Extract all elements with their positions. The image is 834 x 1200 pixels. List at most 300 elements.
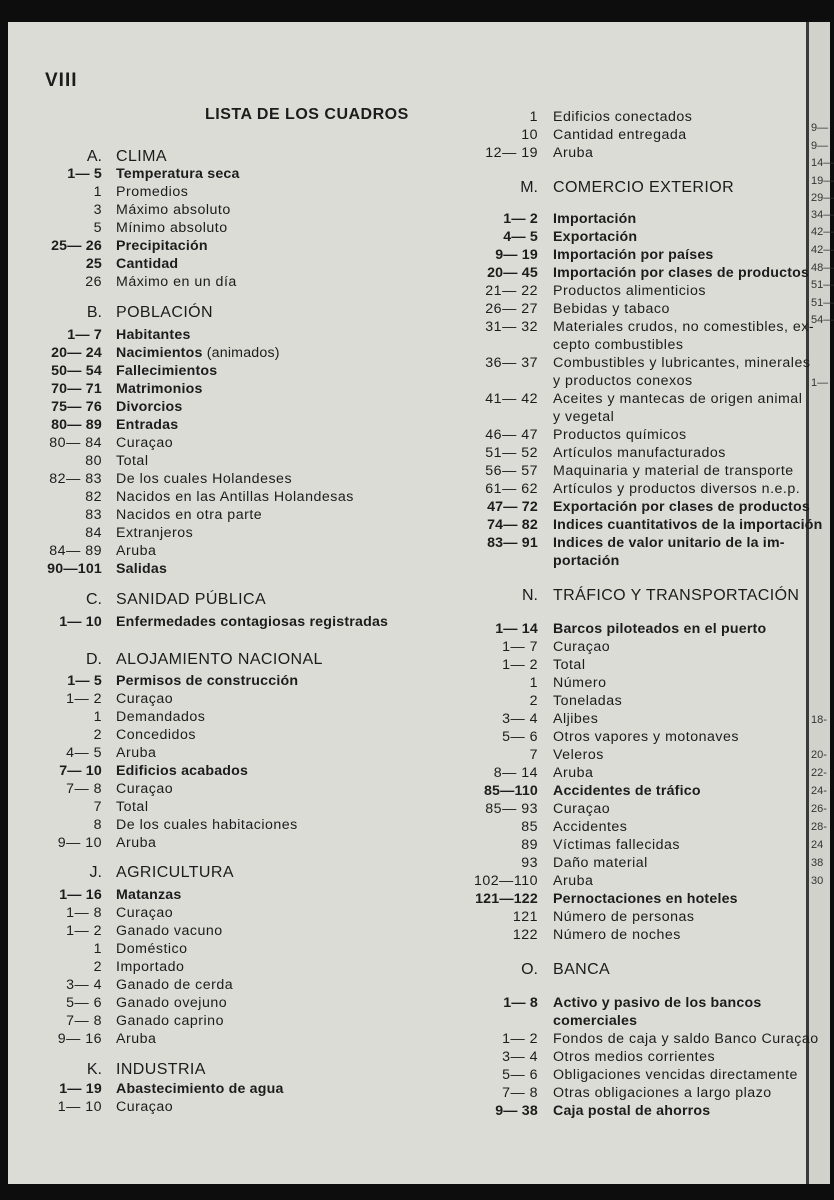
page-title: LISTA DE LOS CUADROS xyxy=(205,106,409,123)
table-title xyxy=(116,201,446,219)
table-entry xyxy=(36,1030,446,1048)
table-title-text: Matanzas xyxy=(116,887,182,903)
entry-list xyxy=(460,620,806,944)
table-title-text: Ganado de cerda xyxy=(116,977,234,993)
table-title xyxy=(116,940,446,958)
table-number-range: 2 xyxy=(529,693,538,709)
table-title-text: Precipitación xyxy=(116,238,208,254)
table-title-text: Fondos de caja y saldo Banco Curaçao xyxy=(553,1031,819,1047)
section-title: INDUSTRIA xyxy=(116,1061,206,1078)
table-title-text: Abastecimiento de agua xyxy=(116,1081,284,1097)
table-entry xyxy=(460,1030,819,1048)
adjacent-page-fragment: 34— xyxy=(811,209,834,221)
table-entry xyxy=(36,726,446,744)
table-entry xyxy=(460,354,811,372)
table-title-text: Otros vapores y motonaves xyxy=(553,729,739,745)
section-title: AGRICULTURA xyxy=(116,864,234,881)
table-entry xyxy=(36,613,446,631)
table-number-range: 80— 84 xyxy=(49,435,102,451)
table-entry xyxy=(36,380,446,398)
table-title xyxy=(116,165,446,183)
table-title xyxy=(553,926,806,944)
table-title xyxy=(553,480,806,498)
table-title xyxy=(553,282,806,300)
table-number-range: 4— 5 xyxy=(503,229,538,245)
table-number-range: 83— 91 xyxy=(487,535,538,551)
table-entry xyxy=(36,798,446,816)
table-title xyxy=(116,219,446,237)
adjacent-page-fragment: 24 xyxy=(811,839,824,851)
table-title xyxy=(553,498,810,516)
table-number-range: 25— 26 xyxy=(51,238,102,254)
table-title xyxy=(553,210,806,228)
table-entry xyxy=(36,560,446,578)
table-number-range: 1— 2 xyxy=(66,691,102,707)
table-entry xyxy=(460,854,806,872)
section-title: SANIDAD PÚBLICA xyxy=(116,591,267,608)
table-title-text: Nacimientos xyxy=(116,345,203,361)
adjacent-page-fragment: 54— xyxy=(811,314,834,326)
table-number-range: 31— 32 xyxy=(485,319,538,335)
table-title xyxy=(553,390,806,408)
table-number-range: 80— 89 xyxy=(51,417,102,433)
table-title xyxy=(553,144,806,162)
table-entry xyxy=(460,994,806,1012)
table-entry xyxy=(36,470,446,488)
table-title-text: Barcos piloteados en el puerto xyxy=(553,621,767,637)
table-entry xyxy=(460,108,806,126)
section-title: BANCA xyxy=(553,961,611,978)
table-title xyxy=(116,1012,446,1030)
table-title-text: Mínimo absoluto xyxy=(116,220,228,236)
table-title-text: Máximo en un día xyxy=(116,274,237,290)
table-number-range: 1— 19 xyxy=(59,1081,102,1097)
table-title-text: Máximo absoluto xyxy=(116,202,231,218)
entry-list xyxy=(36,165,446,291)
table-number-range: 5— 6 xyxy=(502,1067,538,1083)
section-header xyxy=(36,302,446,324)
table-title xyxy=(116,798,446,816)
table-entry xyxy=(460,674,806,692)
table-title xyxy=(553,426,806,444)
table-number-range: 82— 83 xyxy=(49,471,102,487)
table-entry xyxy=(460,480,806,498)
table-title-text: Entradas xyxy=(116,417,179,433)
adjacent-page-fragment: 42— xyxy=(811,226,834,238)
table-title-text: y productos conexos xyxy=(553,373,693,389)
table-title-text: Concedidos xyxy=(116,727,196,743)
table-title xyxy=(116,976,446,994)
table-title-text: portación xyxy=(553,553,620,569)
table-number-range: 7— 10 xyxy=(59,763,102,779)
adjacent-page-fragment: 22- xyxy=(811,767,827,779)
section-title: ALOJAMIENTO NACIONAL xyxy=(116,651,323,668)
table-entry xyxy=(36,994,446,1012)
table-number-range: 36— 37 xyxy=(485,355,538,371)
table-number-range: 1 xyxy=(529,109,538,125)
table-title xyxy=(553,782,806,800)
table-number-range: 1— 7 xyxy=(67,327,102,343)
table-entry xyxy=(36,834,446,852)
table-entry xyxy=(36,744,446,762)
table-title-text: Divorcios xyxy=(116,399,183,415)
table-title xyxy=(553,710,806,728)
table-number-range: 1— 14 xyxy=(495,621,538,637)
table-title-text: Productos químicos xyxy=(553,427,687,443)
table-title xyxy=(116,1080,446,1098)
table-entry xyxy=(36,690,446,708)
table-number-range: 1 xyxy=(93,184,102,200)
adjacent-page-fragment: 9— xyxy=(811,140,829,152)
table-title xyxy=(553,1012,806,1030)
table-entry xyxy=(36,886,446,904)
table-number-range: 1 xyxy=(93,709,102,725)
table-title xyxy=(553,462,806,480)
table-number-range: 85— 93 xyxy=(485,801,538,817)
adjacent-page-fragment: 29— xyxy=(811,192,834,204)
table-entry xyxy=(36,904,446,922)
table-number-range: 21— 22 xyxy=(485,283,538,299)
table-entry xyxy=(460,890,806,908)
table-entry xyxy=(460,228,806,246)
table-entry xyxy=(460,872,806,890)
table-title xyxy=(553,108,806,126)
table-number-range: 1 xyxy=(93,941,102,957)
table-entry xyxy=(460,264,810,282)
section-letter: M. xyxy=(520,179,538,196)
table-number-range: 1— 10 xyxy=(57,1099,102,1115)
table-title-text: Edificios acabados xyxy=(116,763,249,779)
table-entry xyxy=(36,165,446,183)
table-entry xyxy=(36,452,446,470)
table-title xyxy=(553,264,810,282)
table-title xyxy=(116,362,446,380)
table-title-text: Productos alimenticios xyxy=(553,283,706,299)
table-number-range: 7 xyxy=(529,747,538,763)
table-title-text: Exportación xyxy=(553,229,638,245)
table-title-text: Aruba xyxy=(553,145,594,161)
table-number-range: 121 xyxy=(512,909,538,925)
table-entry xyxy=(36,183,446,201)
table-title-text: Bebidas y tabaco xyxy=(553,301,670,317)
table-entry xyxy=(460,908,806,926)
table-title xyxy=(116,886,446,904)
table-title xyxy=(116,488,446,506)
table-entry xyxy=(460,126,806,144)
table-title-text: Aruba xyxy=(553,873,594,889)
table-title xyxy=(116,560,446,578)
table-title-text: Artículos manufacturados xyxy=(553,445,726,461)
table-title-text: Salidas xyxy=(116,561,168,577)
table-title-text: Aruba xyxy=(553,765,594,781)
table-title xyxy=(553,638,806,656)
table-title xyxy=(553,354,811,372)
table-title-text: Importado xyxy=(116,959,185,975)
table-title-text: Indices de valor unitario de la im- xyxy=(553,535,785,551)
table-entry xyxy=(460,1012,806,1030)
table-number-range: 1— 2 xyxy=(66,923,102,939)
entry-list xyxy=(36,613,446,631)
table-number-range: 25 xyxy=(85,256,102,272)
table-title-text: Demandados xyxy=(116,709,206,725)
table-title xyxy=(553,444,806,462)
section-title: CLIMA xyxy=(116,148,167,165)
table-entry xyxy=(460,1066,806,1084)
table-title-text: Aruba xyxy=(116,543,157,559)
table-number-range: 1— 7 xyxy=(502,639,538,655)
adjacent-page-fragment: 48— xyxy=(811,262,834,274)
table-title-text: Artículos y productos diversos n.e.p. xyxy=(553,481,801,497)
table-title-text: Exportación por clases de productos xyxy=(553,499,810,515)
table-number-range: 26 xyxy=(85,274,102,290)
table-title-text: Permisos de construcción xyxy=(116,673,299,689)
table-number-range: 121—122 xyxy=(475,891,538,907)
table-title-text: Enfermedades contagiosas registradas xyxy=(116,614,389,630)
table-entry xyxy=(460,692,806,710)
table-title-text: Aruba xyxy=(116,1031,157,1047)
table-entry xyxy=(460,1102,806,1120)
table-entry xyxy=(460,426,806,444)
page-gutter xyxy=(806,22,809,1184)
table-entry xyxy=(460,818,806,836)
table-title xyxy=(553,818,806,836)
table-number-range: 1— 2 xyxy=(502,657,538,673)
section-header xyxy=(460,585,806,607)
section-letter: B. xyxy=(86,304,102,321)
adjacent-page-fragment: 14— xyxy=(811,157,834,169)
table-title-text: Importación por clases de productos xyxy=(553,265,810,281)
table-title xyxy=(116,1030,446,1048)
table-title-text: Fallecimientos xyxy=(116,363,218,379)
table-number-range: 90—101 xyxy=(47,561,102,577)
table-number-range: 75— 76 xyxy=(51,399,102,415)
table-title xyxy=(553,552,806,570)
table-number-range: 84— 89 xyxy=(49,543,102,559)
table-title-note: (animados) xyxy=(202,345,280,361)
table-entry xyxy=(460,620,806,638)
table-title-text: Curaçao xyxy=(116,1099,174,1115)
table-title-text: Otras obligaciones a largo plazo xyxy=(553,1085,772,1101)
table-title xyxy=(116,994,446,1012)
table-number-range: 93 xyxy=(521,855,538,871)
table-title-text: Caja postal de ahorros xyxy=(553,1103,711,1119)
section-header xyxy=(36,1059,446,1081)
table-title xyxy=(116,398,446,416)
table-number-range: 46— 47 xyxy=(485,427,538,443)
table-title-text: Nacidos en las Antillas Holandesas xyxy=(116,489,354,505)
table-entry xyxy=(36,816,446,834)
table-title-text: Cantidad xyxy=(116,256,179,272)
table-number-range: 10 xyxy=(521,127,538,143)
adjacent-page-fragment: 18- xyxy=(811,714,827,726)
table-number-range: 61— 62 xyxy=(485,481,538,497)
table-title-text: cepto combustibles xyxy=(553,337,684,353)
table-title-text: Maquinaria y material de transporte xyxy=(553,463,794,479)
table-entry xyxy=(460,782,806,800)
table-title xyxy=(116,470,446,488)
table-title xyxy=(116,922,446,940)
table-title xyxy=(116,183,446,201)
table-title xyxy=(553,854,806,872)
table-title xyxy=(116,958,446,976)
adjacent-page-fragment: 24- xyxy=(811,785,827,797)
table-title xyxy=(116,434,446,452)
table-entry xyxy=(460,282,806,300)
page-number: VIII xyxy=(45,70,78,91)
table-title xyxy=(553,318,815,336)
table-number-range: 1— 2 xyxy=(502,1031,538,1047)
table-title xyxy=(116,255,446,273)
table-number-range: 9— 16 xyxy=(57,1031,102,1047)
adjacent-page-fragment: 1— xyxy=(811,377,829,389)
table-entry xyxy=(460,498,810,516)
table-title-text: Toneladas xyxy=(553,693,623,709)
table-title-text: Obligaciones vencidas directamente xyxy=(553,1067,798,1083)
adjacent-page-fragment: 28- xyxy=(811,821,827,833)
table-title-text: Activo y pasivo de los bancos xyxy=(553,995,762,1011)
table-entry xyxy=(36,1080,446,1098)
table-title xyxy=(116,416,446,434)
entry-list xyxy=(460,108,806,162)
table-entry xyxy=(460,552,806,570)
table-number-range: 47— 72 xyxy=(487,499,538,515)
table-number-range: 1— 8 xyxy=(503,995,538,1011)
table-number-range: 82 xyxy=(85,489,102,505)
table-title xyxy=(553,692,806,710)
adjacent-page-fragment: 38 xyxy=(811,857,824,869)
table-number-range: 2 xyxy=(93,727,102,743)
table-entry xyxy=(36,237,446,255)
table-entry xyxy=(36,542,446,560)
table-title xyxy=(116,1098,446,1116)
table-entry xyxy=(36,219,446,237)
entry-list xyxy=(36,1080,446,1116)
table-title xyxy=(116,344,446,362)
table-title xyxy=(553,372,806,390)
table-number-range: 80 xyxy=(85,453,102,469)
table-entry xyxy=(460,516,823,534)
table-title xyxy=(553,746,806,764)
table-title-text: Curaçao xyxy=(116,691,174,707)
table-number-range: 89 xyxy=(521,837,538,853)
table-title xyxy=(553,228,806,246)
section-title: POBLACIÓN xyxy=(116,304,213,321)
table-title-text: Curaçao xyxy=(116,781,174,797)
table-number-range: 102—110 xyxy=(474,873,538,889)
table-entry xyxy=(36,416,446,434)
table-entry xyxy=(460,728,806,746)
table-entry xyxy=(36,488,446,506)
table-title-text: Curaçao xyxy=(116,435,174,451)
table-title-text: Aceites y mantecas de origen animal xyxy=(553,391,803,407)
section-header xyxy=(36,649,446,671)
table-title xyxy=(553,890,806,908)
table-entry xyxy=(460,390,806,408)
table-entry xyxy=(460,638,806,656)
entry-list xyxy=(36,326,446,578)
table-title xyxy=(116,506,446,524)
table-title xyxy=(553,620,806,638)
table-entry xyxy=(460,1048,806,1066)
table-title-text: Otros medios corrientes xyxy=(553,1049,716,1065)
entry-list xyxy=(36,886,446,1048)
table-entry xyxy=(36,201,446,219)
table-title-text: Víctimas fallecidas xyxy=(553,837,680,853)
adjacent-page-fragment: 9— xyxy=(811,122,829,134)
table-title xyxy=(553,408,806,426)
table-entry xyxy=(460,144,806,162)
table-entry xyxy=(460,210,806,228)
section-letter: D. xyxy=(86,651,102,668)
table-title-text: Aruba xyxy=(116,835,157,851)
section-letter: J. xyxy=(89,864,102,881)
table-entry xyxy=(36,762,446,780)
table-title xyxy=(553,1066,806,1084)
table-title-text: Importación por países xyxy=(553,247,714,263)
section-letter: O. xyxy=(521,961,538,978)
table-number-range: 3 xyxy=(93,202,102,218)
table-title xyxy=(553,764,806,782)
table-number-range: 70— 71 xyxy=(51,381,102,397)
table-title-text: De los cuales Holandeses xyxy=(116,471,293,487)
table-title xyxy=(553,246,806,264)
table-title xyxy=(116,780,446,798)
table-title xyxy=(553,300,806,318)
table-title xyxy=(116,690,446,708)
table-number-range: 85—110 xyxy=(483,783,538,799)
table-title-text: De los cuales habitaciones xyxy=(116,817,298,833)
section-letter: C. xyxy=(86,591,102,608)
table-number-range: 41— 42 xyxy=(485,391,538,407)
table-title xyxy=(553,126,806,144)
adjacent-page-fragment: 20- xyxy=(811,749,827,761)
table-entry xyxy=(36,344,446,362)
table-title xyxy=(116,726,446,744)
table-title xyxy=(553,534,806,552)
table-number-range: 1— 8 xyxy=(66,905,102,921)
table-entry xyxy=(460,372,806,390)
table-number-range: 20— 24 xyxy=(51,345,102,361)
section-letter: A. xyxy=(86,148,102,165)
section-header xyxy=(36,862,446,884)
table-entry xyxy=(36,922,446,940)
adjacent-page-fragment: 51— xyxy=(811,279,834,291)
table-title xyxy=(116,744,446,762)
table-title xyxy=(116,613,446,631)
table-title-text: Extranjeros xyxy=(116,525,194,541)
table-number-range: 8— 14 xyxy=(493,765,538,781)
table-title-text: Accidentes de tráfico xyxy=(553,783,701,799)
table-title-text: Daño material xyxy=(553,855,648,871)
table-title xyxy=(553,994,806,1012)
table-title xyxy=(116,237,446,255)
table-number-range: 7— 8 xyxy=(502,1085,538,1101)
section-header xyxy=(460,959,806,981)
table-entry xyxy=(460,656,806,674)
table-number-range: 7 xyxy=(93,799,102,815)
table-entry xyxy=(460,800,806,818)
table-entry xyxy=(36,524,446,542)
table-entry xyxy=(460,764,806,782)
table-number-range: 9— 19 xyxy=(495,247,538,263)
table-title xyxy=(553,872,806,890)
table-entry xyxy=(460,246,806,264)
table-entry xyxy=(460,444,806,462)
table-title-text: Curaçao xyxy=(553,801,611,817)
table-entry xyxy=(460,926,806,944)
section-title: TRÁFICO Y TRANSPORTACIÓN xyxy=(553,587,800,604)
table-title xyxy=(116,708,446,726)
